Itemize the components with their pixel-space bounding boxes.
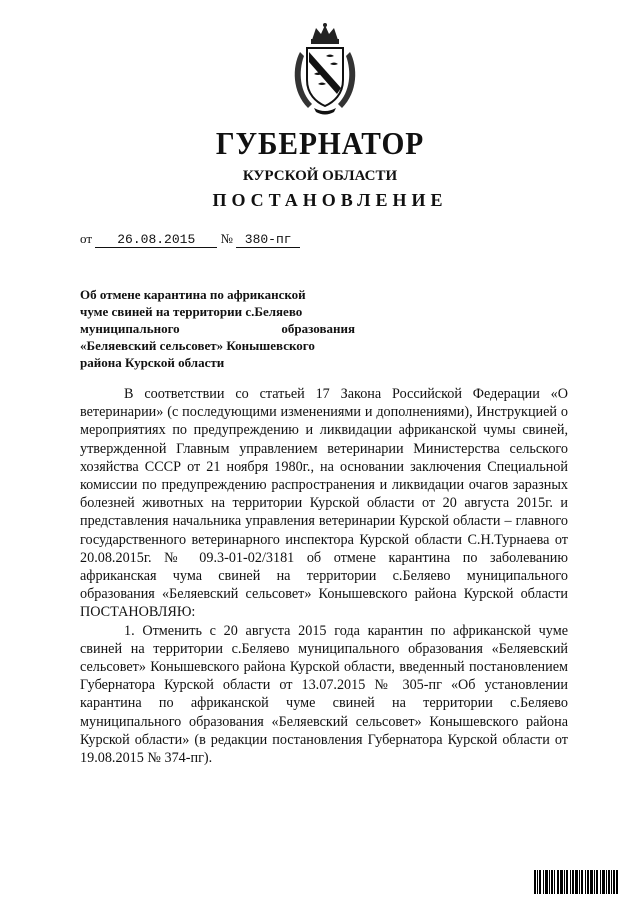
doc-type-title: ПОСТАНОВЛЕНИЕ <box>212 190 448 210</box>
document-body <box>80 385 568 767</box>
document-number: 380-пг <box>236 233 300 248</box>
body-paragraph: 1. Отменить с 20 августа 2015 года карантин по африканской чуме свиней на территории с.Беляево муниципального образования «Беляевский сельсовет» Конышевского района Курской области, введенный постановлением Губернатора Курской области от 13.07.2015 № 305-пг «Об установлении карантина по африканской чуме свиней на территории с.Беляево муниципального образования «Беляевский сельсовет» Конышевского района Курской области» (в редакции постановления Губернатора Курской области от 19.08.2015 № 374-пг). <box>80 622 568 767</box>
subject-line: муниципального образования <box>80 321 355 336</box>
date-prefix: от <box>80 231 93 246</box>
body-paragraph: В соответствии со статьей 17 Закона Российской Федерации «О ветеринарии» (с последующими изменениями и дополнениями), Инструкцией о мероприятиях по предупреждению и ликвидации африканской чумы свиней, утвержденной Главным управлением ветеринарии Министерства сельского хозяйства СССР от 21 ноября 1980г., на основании заключения Специальной комиссии по предупреждению распространения и ликвидации очагов заразных болезней животных на территории Курской области от 20 августа 2015г. и представления начальника управления ветеринарии Курской области – главного государственного ветеринарного инспектора Курской области С.Н.Турнаева от 20.08.2015г. № 09.3-01-02/3181 об отмене карантина по заболеванию африканская чума свиней на территории с.Беляево муниципального образования «Беляевский сельсовет» Конышевского района Курской области ПОСТАНОВЛЯЮ: <box>80 386 568 621</box>
dateline <box>80 231 300 248</box>
document-subject <box>80 286 355 371</box>
barcode-icon <box>534 870 618 894</box>
coat-of-arms-icon <box>290 22 360 116</box>
subject-line: Об отмене карантина по африканской <box>80 287 306 302</box>
document-date: 26.08.2015 <box>95 233 217 248</box>
region-title: КУРСКОЙ ОБЛАСТИ <box>242 168 398 184</box>
governor-title: ГУБЕРНАТОР <box>215 125 425 161</box>
subject-line: района Курской области <box>80 355 225 370</box>
number-prefix: № <box>220 231 233 246</box>
subject-line: чуме свиней на территории с.Беляево <box>80 304 303 319</box>
subject-line: «Беляевский сельсовет» Конышевского <box>80 338 315 353</box>
